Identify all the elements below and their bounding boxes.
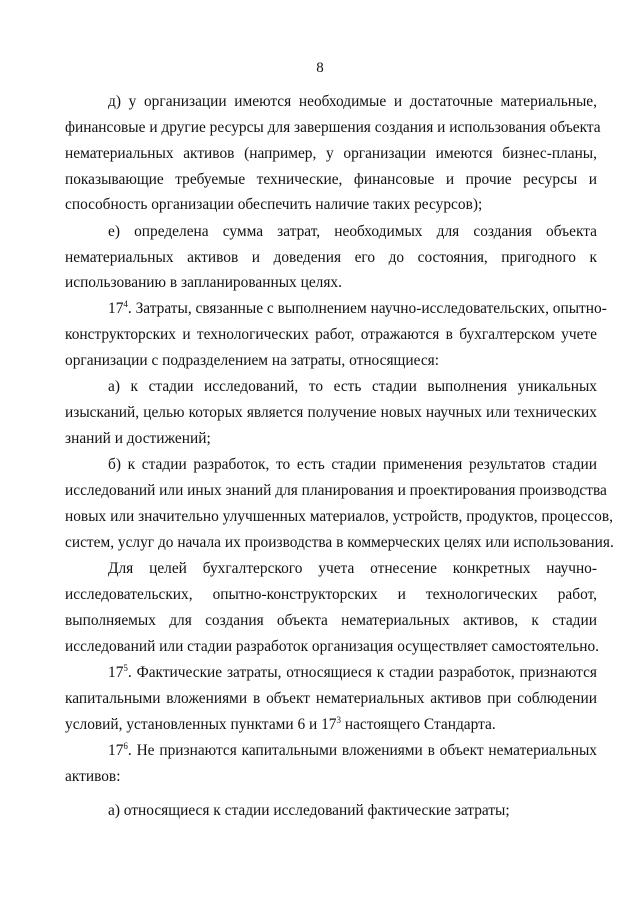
clause-text: . Фактические затраты, относящиеся к стадии разработок, признаются <box>127 664 597 681</box>
paragraph-line <box>108 663 597 683</box>
paragraph-line: исследований или стадии разработок организация осуществляет самостоятельно. <box>65 638 600 655</box>
clause-text: условий, установленных пунктами 6 и 17 <box>65 716 337 733</box>
paragraph-line: е) определена сумма затрат, необходимых для создания объекта <box>108 223 597 240</box>
paragraph-line <box>108 298 607 319</box>
clause-superscript: 6 <box>123 740 128 751</box>
paragraph-line: знаний и достижений; <box>65 430 211 447</box>
paragraph-line: активов: <box>65 768 121 785</box>
paragraph-line: новых или значительно улучшенных материалов, устройств, продуктов, процессов, <box>65 508 613 525</box>
paragraph-line: б) к стадии разработок, то есть стадии применения результатов стадии <box>108 456 597 473</box>
clause-text: . Затраты, связанные с выполнением научно-исследовательских, опытно- <box>127 300 607 317</box>
paragraph-line: конструкторских и технологических работ, отражаются в бухгалтерском учете <box>65 326 597 343</box>
paragraph-line: а) к стадии исследований, то есть стадии выполнения уникальных <box>108 378 597 395</box>
paragraph-line: Для целей бухгалтерского учета отнесение конкретных научно- <box>108 560 597 577</box>
clause-superscript: 5 <box>123 662 128 673</box>
paragraph-line: д) у организации имеются необходимые и достаточные материальные, <box>108 93 597 110</box>
paragraph-line: способность организации обеспечить наличие таких ресурсов); <box>65 196 483 213</box>
paragraph-line: капитальными вложениями в объект нематериальных активов при соблюдении <box>65 690 597 707</box>
paragraph-line: выполняемых для создания объекта нематериальных активов, к стадии <box>65 612 597 629</box>
paragraph-line: нематериальных активов и доведения его до состояния, пригодного к <box>65 249 597 266</box>
page-number: 8 <box>316 60 324 76</box>
paragraph-line <box>65 715 597 735</box>
clause-number: 17 <box>108 300 124 317</box>
paragraph-line: исследовательских, опытно-конструкторских и технологических работ, <box>65 586 597 603</box>
clause-number: 17 <box>108 742 124 759</box>
clause-text: настоящего Стандарта. <box>341 716 496 733</box>
paragraph-line <box>108 741 597 761</box>
paragraph-line: изысканий, целью которых является получение новых научных или технических <box>65 404 597 421</box>
clause-superscript: 3 <box>336 714 342 725</box>
paragraph-line: а) относящиеся к стадии исследований фактические затраты; <box>108 802 510 819</box>
clause-number: 17 <box>108 664 124 681</box>
paragraph-line: финансовые и другие ресурсы для завершения создания и использования объекта <box>65 119 601 136</box>
clause-superscript: 4 <box>123 298 128 309</box>
paragraph-line: нематериальных активов (например, у организации имеются бизнес-планы, <box>65 145 597 162</box>
paragraph-line: использованию в запланированных целях. <box>65 274 342 291</box>
paragraph-line: показывающие требуемые технические, финансовые и прочие ресурсы и <box>65 171 597 188</box>
paragraph-line: систем, услуг до начала их производства в коммерческих целях или использования. <box>65 534 614 551</box>
clause-text: . Не признаются капитальными вложениями в объект нематериальных <box>127 742 597 759</box>
paragraph-line: исследований или иных знаний для планирования и проектирования производства <box>65 482 607 499</box>
paragraph-line: организации с подразделением на затраты, относящиеся: <box>65 352 440 369</box>
